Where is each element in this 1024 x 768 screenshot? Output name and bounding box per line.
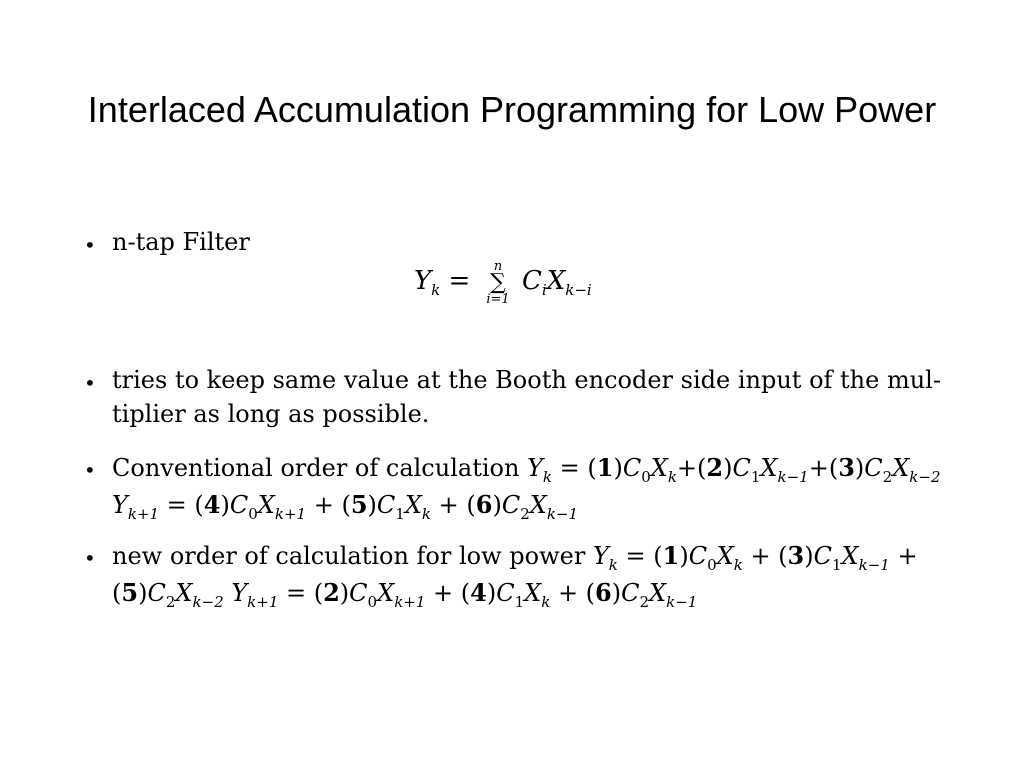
bullet-text-n-tap-filter: n-tap Filter (112, 228, 250, 256)
formula-rhs: $C_iX_{k-i}$ (522, 266, 592, 299)
bullet-dot: • (84, 546, 96, 570)
bullet-dot: • (84, 458, 96, 482)
summation-symbol: n ∑ i=1 (486, 259, 510, 307)
bullet-dot: • (84, 371, 96, 395)
bullet-text-conventional-line1: Conventional order of calculation $Y_k = (1)C_0X_k+(2)C_1X_{k-1}+(3)C_2X_{k-2}$ (112, 453, 941, 486)
bullet-dot: • (84, 233, 96, 257)
bullet-text-new-order-line2: $(5)C_2X_{k-2}$ $Y_{k+1} = (2)C_0X_{k+1} + (4)C_1X_k + (6)C_2X_{k-1}$ (112, 578, 698, 611)
bullet-text-conventional-line2: $Y_{k+1} = (4)C_0X_{k+1} + (5)C_1X_k + (6)C_2X_{k-1}$ (112, 490, 579, 523)
bullet-text-booth-line1: tries to keep same value at the Booth encoder side input of the mul- (112, 366, 941, 394)
slide-title: Interlaced Accumulation Programming for Low Power (87, 89, 937, 130)
filter-formula (414, 252, 634, 322)
formula-lhs: $Y_k$ = (414, 266, 471, 299)
bullet-text-booth-line2: tiplier as long as possible. (112, 400, 430, 428)
bullet-text-new-order-line1: new order of calculation for low power $Y_k = (1)C_0X_k + (3)C_1X_{k-1}$ + (112, 541, 918, 574)
